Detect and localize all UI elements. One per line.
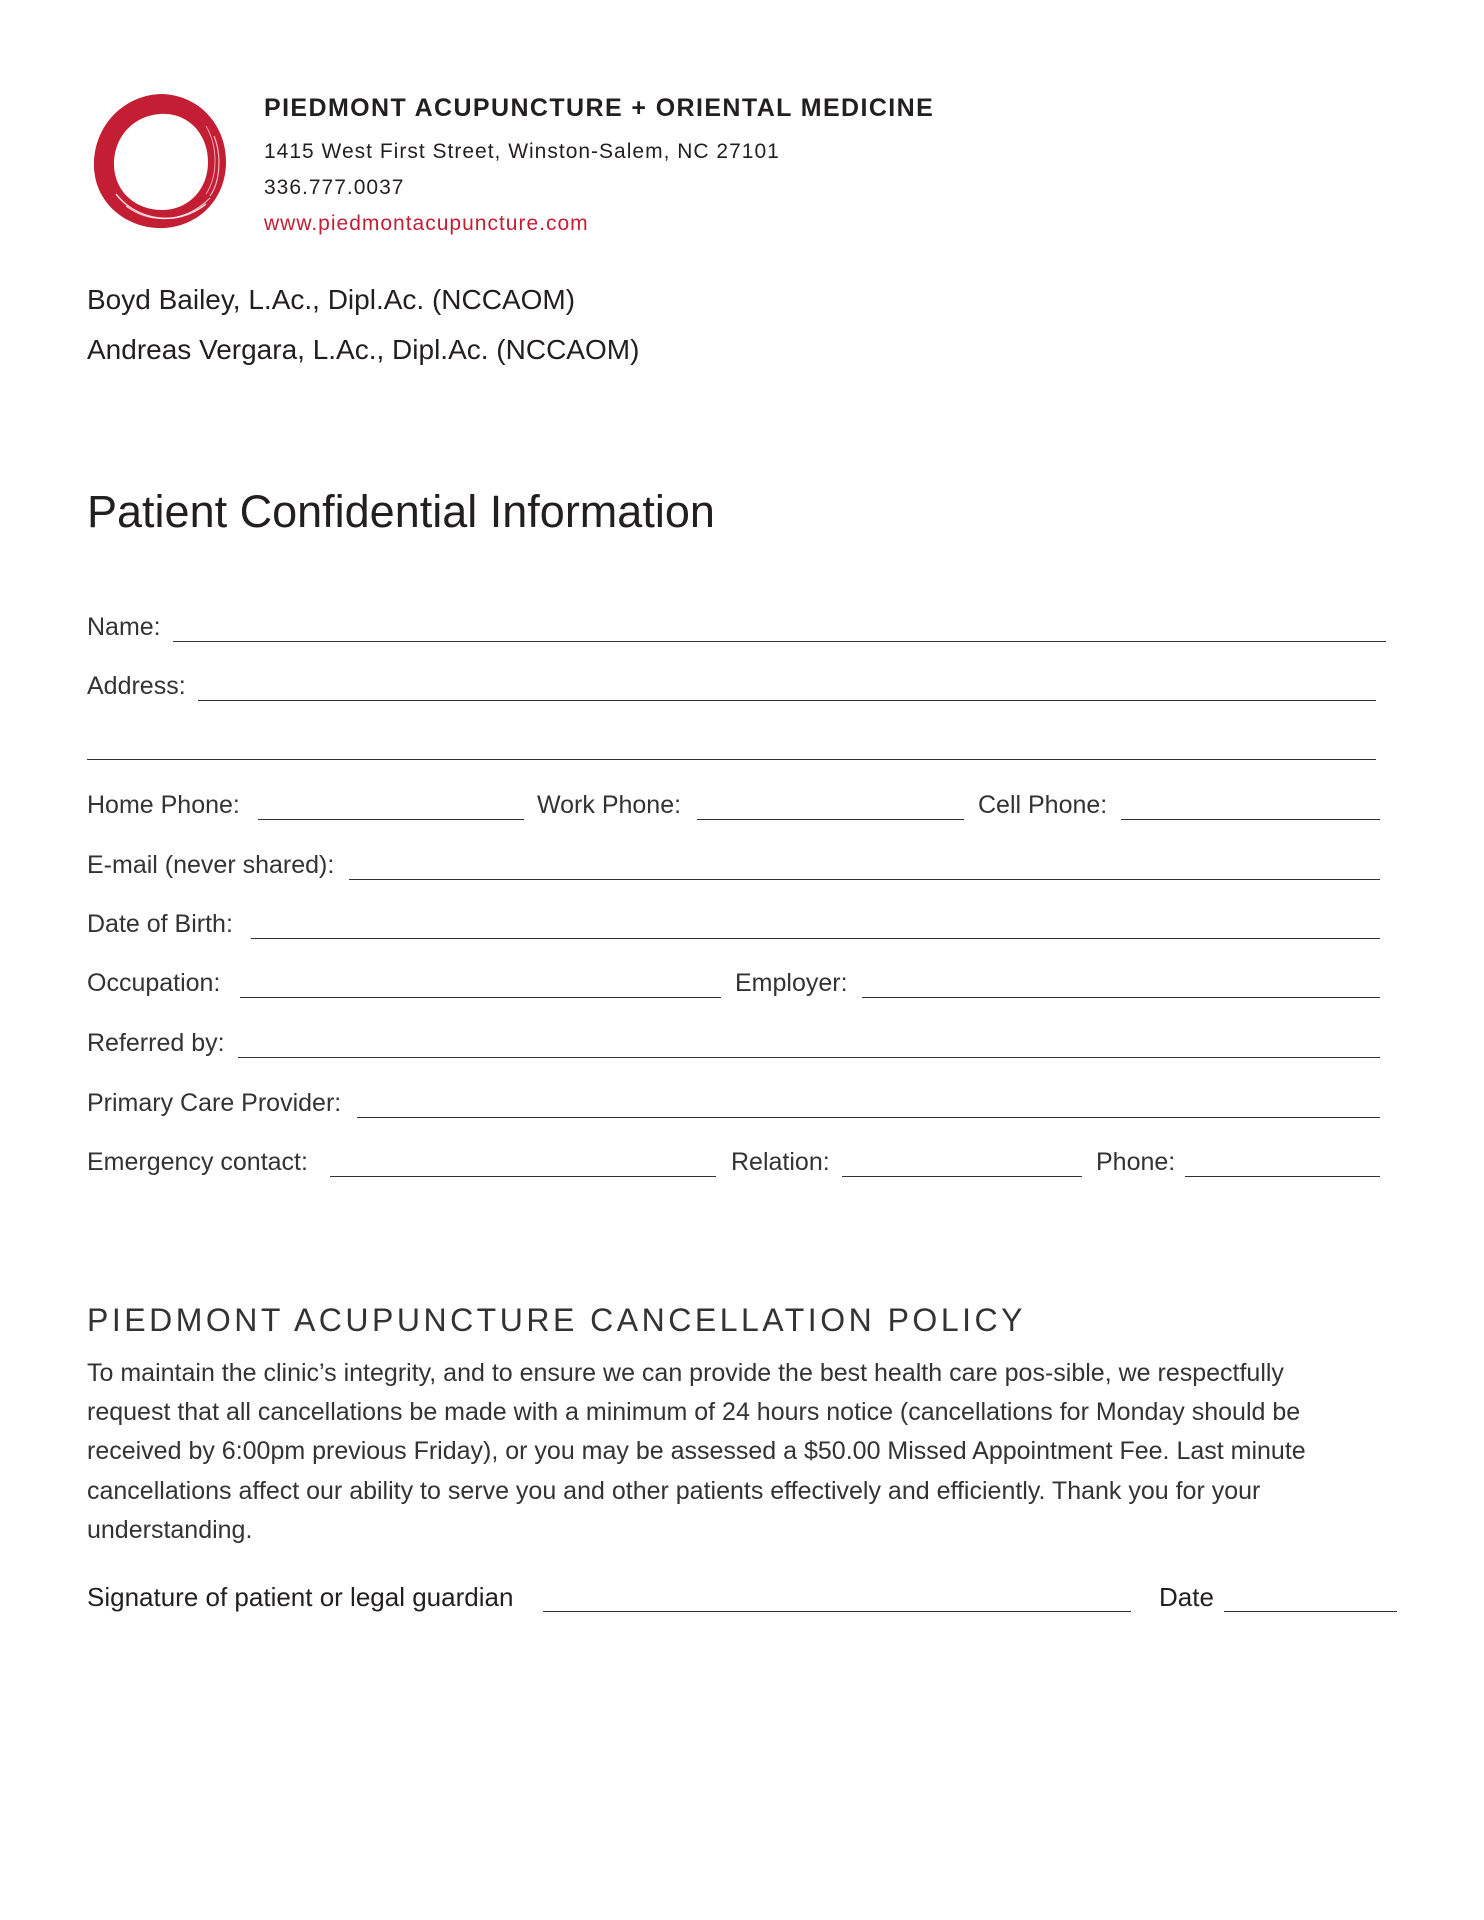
work-phone-label: Work Phone: bbox=[537, 791, 682, 819]
policy-line: cancellations affect our ability to serve you and other patients effectively and efficiently. Thank you for your bbox=[87, 1476, 1261, 1505]
employer-field[interactable] bbox=[862, 997, 1380, 998]
referred-row bbox=[87, 1029, 1387, 1063]
signature-label: Signature of patient or legal guardian bbox=[87, 1582, 514, 1612]
page-title: Patient Confidential Information bbox=[87, 486, 715, 537]
emergency-contact-field[interactable] bbox=[330, 1176, 716, 1177]
home-phone-label: Home Phone: bbox=[87, 791, 240, 819]
address-field[interactable] bbox=[198, 700, 1376, 701]
address-line2-row bbox=[87, 731, 1387, 765]
date-label: Date bbox=[1159, 1582, 1214, 1612]
name-row bbox=[87, 613, 1387, 647]
policy-line: To maintain the clinic’s integrity, and to ensure we can provide the best health care pos-sible, we respectfully bbox=[87, 1359, 1284, 1387]
email-field[interactable] bbox=[349, 879, 1380, 880]
address-label: Address: bbox=[87, 672, 186, 700]
practitioner-1: Boyd Bailey, L.Ac., Dipl.Ac. (NCCAOM) bbox=[87, 284, 576, 315]
occupation-field[interactable] bbox=[240, 997, 721, 998]
signature-row bbox=[87, 1582, 1407, 1616]
date-field[interactable] bbox=[1224, 1611, 1397, 1612]
email-row bbox=[87, 851, 1387, 885]
clinic-phone: 336.777.0037 bbox=[264, 176, 405, 199]
cell-phone-field[interactable] bbox=[1121, 819, 1380, 820]
policy-line: request that all cancellations be made with a minimum of 24 hours notice (cancellations for Monday should be bbox=[87, 1398, 1301, 1427]
dob-field[interactable] bbox=[251, 938, 1380, 939]
employer-label: Employer: bbox=[735, 969, 848, 997]
address-line2-field[interactable] bbox=[87, 759, 1376, 760]
dob-label: Date of Birth: bbox=[87, 910, 233, 938]
name-label: Name: bbox=[87, 613, 161, 641]
policy-heading: PIEDMONT ACUPUNCTURE CANCELLATION POLICY bbox=[87, 1302, 1026, 1338]
emergency-row bbox=[87, 1148, 1387, 1182]
policy-line: understanding. bbox=[87, 1515, 253, 1544]
policy-text bbox=[87, 1354, 1407, 1550]
relation-label: Relation: bbox=[731, 1148, 830, 1176]
clinic-website-link[interactable]: www.piedmontacupuncture.com bbox=[264, 212, 589, 235]
name-field[interactable] bbox=[173, 641, 1386, 642]
clinic-address: 1415 West First Street, Winston-Salem, NC 27101 bbox=[264, 140, 780, 163]
emergency-phone-label: Phone: bbox=[1096, 1148, 1176, 1176]
signature-field[interactable] bbox=[543, 1611, 1131, 1612]
enso-circle-logo-icon bbox=[86, 86, 234, 234]
dob-row bbox=[87, 910, 1387, 944]
occupation-row bbox=[87, 969, 1387, 1003]
address-row bbox=[87, 672, 1387, 706]
primary-care-field[interactable] bbox=[357, 1117, 1380, 1118]
work-phone-field[interactable] bbox=[697, 819, 964, 820]
referred-by-field[interactable] bbox=[238, 1057, 1380, 1058]
primary-care-row bbox=[87, 1089, 1387, 1123]
clinic-name: PIEDMONT ACUPUNCTURE + ORIENTAL MEDICINE bbox=[264, 94, 935, 122]
phones-row bbox=[87, 791, 1387, 825]
policy-line: received by 6:00pm previous Friday), or you may be assessed a $50.00 Missed Appointment Fee. Last minute bbox=[87, 1437, 1306, 1466]
home-phone-field[interactable] bbox=[258, 819, 524, 820]
cell-phone-label: Cell Phone: bbox=[978, 791, 1108, 819]
emergency-contact-label: Emergency contact: bbox=[87, 1148, 308, 1176]
referred-by-label: Referred by: bbox=[87, 1029, 225, 1057]
occupation-label: Occupation: bbox=[87, 969, 221, 997]
email-label: E-mail (never shared): bbox=[87, 851, 335, 879]
emergency-phone-field[interactable] bbox=[1185, 1176, 1380, 1177]
primary-care-label: Primary Care Provider: bbox=[87, 1089, 342, 1117]
relation-field[interactable] bbox=[842, 1176, 1082, 1177]
practitioner-2: Andreas Vergara, L.Ac., Dipl.Ac. (NCCAOM) bbox=[87, 334, 640, 365]
